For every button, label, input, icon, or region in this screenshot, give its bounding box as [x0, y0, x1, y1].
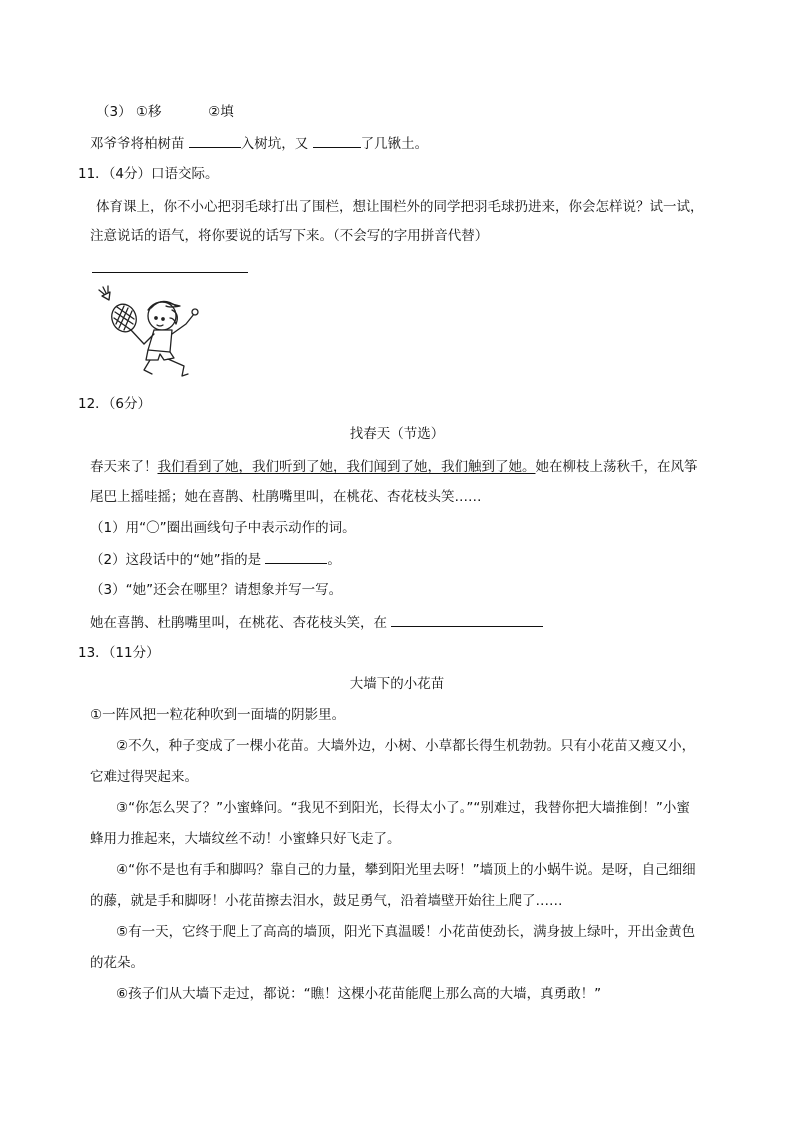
q12-passage-suffix: 她在柳枝上荡秋千，在风筝: [535, 459, 698, 475]
q12-passage-line-2: 尾巴上摇哇摇；她在喜鹊、杜鹃嘴里叫，在桃花、杏花枝头笑……: [90, 489, 482, 505]
q12-sub3-blank[interactable]: [391, 612, 543, 627]
q11-prompt-line-2: 注意说话的语气，将你要说的话写下来。（不会写的字用拼音代替）: [90, 228, 489, 244]
q10-blank-1[interactable]: [189, 133, 241, 148]
q10-part3-label: （3）: [96, 104, 132, 120]
q10-part3-options: [96, 102, 234, 122]
q10-sentence-part-c: 了几锹土。: [360, 136, 429, 152]
q10-sentence-part-a: 邓爷爷将柏树苗: [90, 136, 185, 152]
q13-paragraph-5-line-2: 的花朵。: [90, 955, 144, 971]
q12-sub2-text: （2）这段话中的“她”指的是: [90, 552, 262, 568]
q11-title: 11．（4分）口语交际。: [78, 166, 219, 182]
q12-subquestion-2: [90, 549, 341, 570]
q12-subquestion-1: （1）用“〇”圈出画线句子中表示动作的词。: [90, 520, 356, 536]
q12-passage-line-1: [90, 457, 698, 477]
q13-paragraph-5-line-1: ⑤有一天，它终于爬上了高高的墙顶，阳光下真温暖！小花苗使劲长，满身披上绿叶，开出金黄色: [116, 924, 696, 940]
q12-subquestion-3: （3）“她”还会在哪里？请想象并写一写。: [90, 582, 343, 598]
q12-sub3-answer-line: [90, 612, 543, 633]
q12-passage-prefix: 春天来了！: [90, 459, 158, 475]
q12-underlined-sentence: 我们看到了她，我们听到了她，我们闻到了她，我们触到了她。: [157, 459, 536, 475]
q13-paragraph-2-line-1: ②不久，种子变成了一棵小花苗。大墙外边，小树、小草都长得生机勃勃。只有小花苗又瘦又小，: [116, 738, 696, 754]
q12-title: 12．（6分）: [78, 396, 152, 412]
q11-prompt-line-1: 体育课上，你不小心把羽毛球打出了围栏，想让围栏外的同学把羽毛球扔进来，你会怎样说？试一试，: [96, 199, 704, 215]
q12-passage-title: 找春天（节选）: [349, 426, 445, 442]
q13-paragraph-6: ⑥孩子们从大墙下走过，都说：“瞧！这棵小花苗能爬上那么高的大墙，真勇敢！”: [116, 986, 602, 1002]
q13-paragraph-4-line-1: ④“你不是也有手和脚吗？靠自己的力量，攀到阳光里去呀！”墙顶上的小蜗牛说。是呀，自己细细: [116, 862, 696, 878]
q10-option-1: ①移: [135, 104, 162, 120]
badminton-child-illustration: [96, 284, 214, 378]
q10-blank-2[interactable]: [313, 133, 361, 148]
q12-sub2-blank[interactable]: [265, 549, 327, 564]
q13-paragraph-2-line-2: 它难过得哭起来。: [90, 769, 198, 785]
q12-sub3-prompt: 她在喜鹊、杜鹃嘴里叫，在桃花、杏花枝头笑，在: [90, 615, 387, 631]
q10-part3-sentence: [90, 133, 428, 154]
q13-paragraph-1: ①一阵风把一粒花种吹到一面墙的阴影里。: [90, 707, 346, 723]
q10-option-2: ②填: [208, 104, 234, 120]
q13-passage-title: 大墙下的小花苗: [349, 676, 445, 692]
q11-answer-line[interactable]: [92, 272, 248, 273]
q10-sentence-part-b: 入树坑，又: [240, 136, 309, 152]
q13-title: 13．（11分）: [78, 645, 160, 661]
q13-paragraph-4-line-2: 的藤，就是手和脚呀！小花苗擦去泪水，鼓足勇气，沿着墙壁开始往上爬了……: [90, 893, 563, 909]
q13-paragraph-3-line-2: 蜂用力推起来，大墙纹丝不动！小蜜蜂只好飞走了。: [90, 831, 401, 847]
q12-sub2-end: 。: [327, 552, 341, 568]
q13-paragraph-3-line-1: ③“你怎么哭了？”小蜜蜂问。“我见不到阳光，长得太小了。”“别难过，我替你把大墙推倒！”小蜜: [116, 800, 690, 816]
